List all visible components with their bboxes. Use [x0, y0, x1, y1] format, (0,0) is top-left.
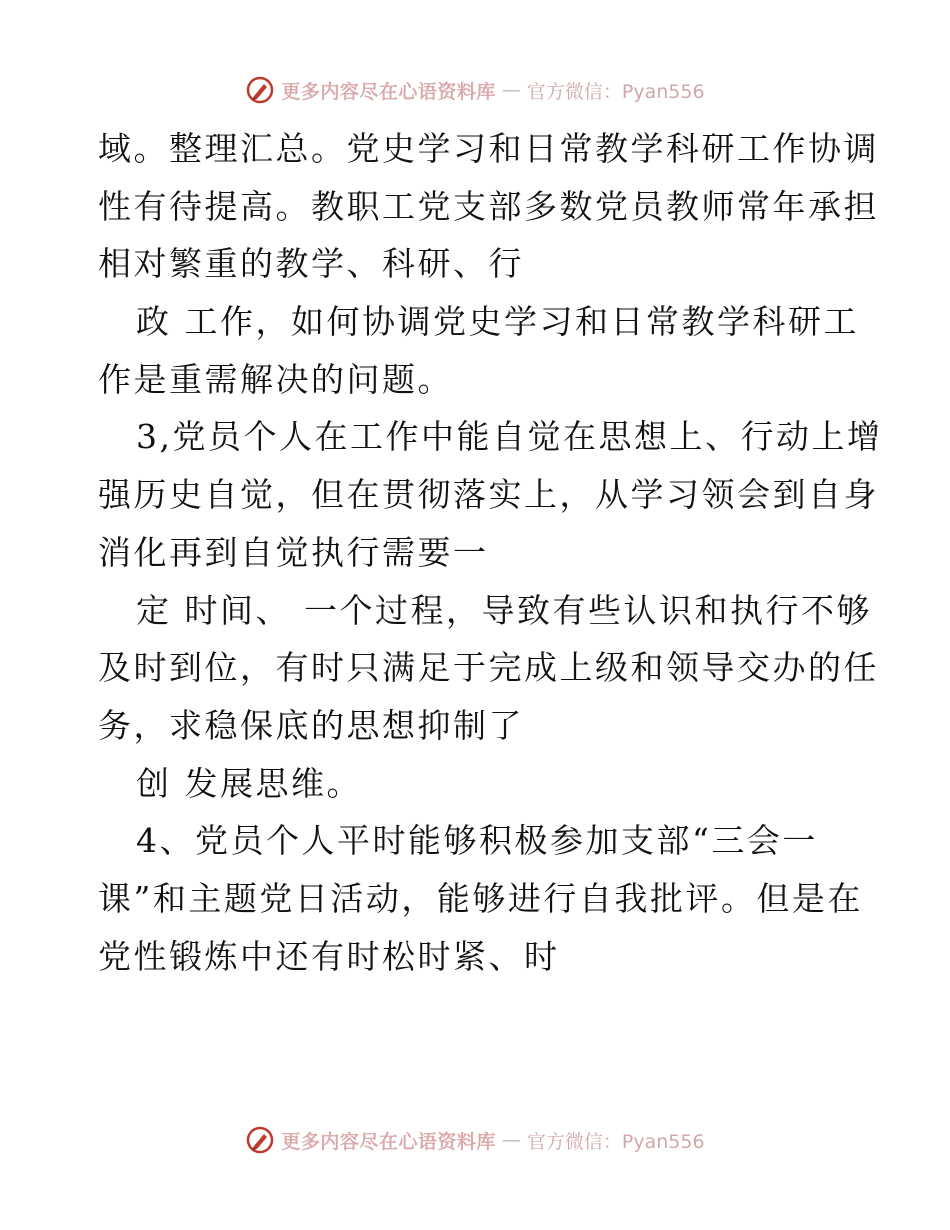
document-body [98, 120, 883, 985]
text-line: 消化再到自觉执行需要一 [98, 532, 489, 572]
text-line: 政 工作，如何协调党史学习和日常教学科研工 [136, 302, 859, 342]
text-line: 性有待提高。教职工党支部多数党员教师常年承担 [98, 186, 879, 226]
text-line: 创 发展思维。 [136, 763, 362, 803]
text-line: 域。整理汇总。党史学习和日常教学科研工作协调 [98, 129, 879, 168]
footer-watermark [0, 1120, 950, 1160]
watermark-brand: 更多内容尽在心语资料库 [281, 1130, 496, 1153]
text-line: 相对繁重的教学、科研、行 [98, 244, 524, 284]
text-line: 3,党员个人在工作中能自觉在思想上、行动上增 [136, 417, 883, 457]
text-line: 党性锻炼中还有时松时紧、时 [98, 936, 560, 976]
text-line: 及时到位，有时只满足于完成上级和领导交办的任 [98, 648, 879, 688]
text-line: 强历史自觉，但在贯彻落实上，从学习领会到自身 [98, 475, 879, 515]
watermark-contact: 官方微信：Pyan556 [526, 1130, 705, 1153]
text-line: 定 时间、 一个过程，导致有些认识和执行不够 [136, 590, 872, 630]
watermark-separator: — [501, 1129, 521, 1151]
text-line: 课”和主题党日活动，能够进行自我批评。但是在 [98, 878, 863, 918]
pen-logo-icon [245, 1125, 275, 1155]
pen-logo-icon [245, 75, 275, 105]
text-line: 作是重需解决的问题。 [98, 359, 453, 399]
text-line: 务，求稳保底的思想抑制了 [98, 705, 524, 745]
watermark-separator: — [501, 79, 521, 101]
watermark-contact: 官方微信：Pyan556 [526, 80, 705, 103]
header-watermark [0, 70, 950, 110]
text-line: 4、党员个人平时能够积极参加支部“三会一 [136, 821, 818, 861]
watermark-brand: 更多内容尽在心语资料库 [281, 80, 496, 103]
